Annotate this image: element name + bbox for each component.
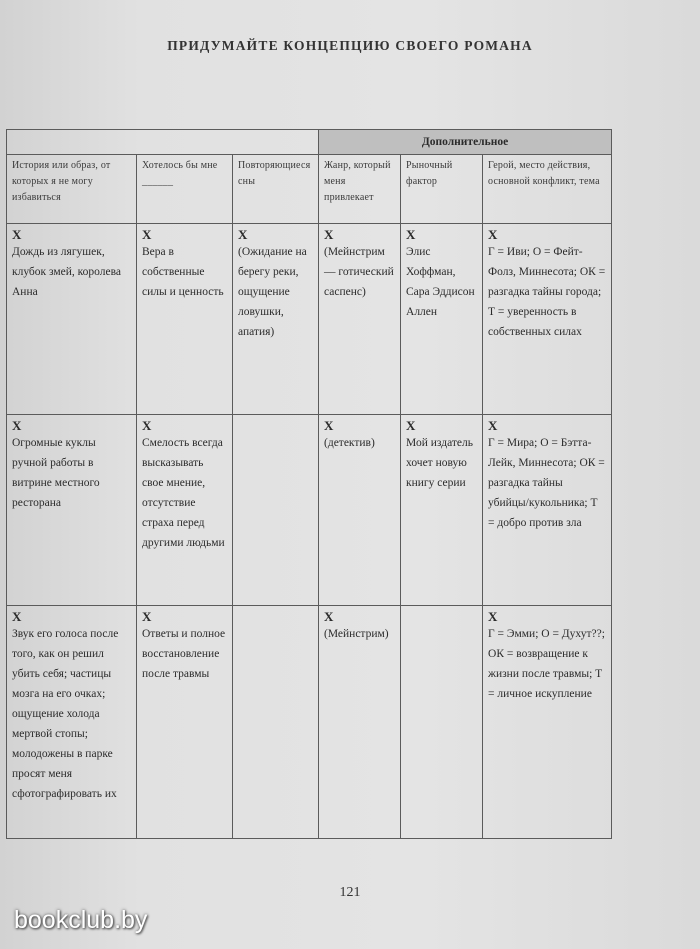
- x-mark: X: [324, 418, 334, 433]
- table-cell: [401, 606, 483, 839]
- cell-text: Вера в собственные силы и ценность: [142, 246, 224, 298]
- col-header-story: История или образ, от которых я не могу избавиться: [7, 155, 137, 224]
- table-cell: [483, 415, 612, 606]
- cell-text: Элис Хоффман, Сара Эддисон Аллен: [406, 246, 475, 318]
- cell-text: (Мейнстрим — готический саспенс): [324, 246, 394, 298]
- col-header-wish: Хотелось бы мне ______: [137, 155, 233, 224]
- x-mark: X: [12, 609, 22, 624]
- page-number: 121: [339, 885, 361, 900]
- cell-text: Г = Эмми; О = Духут??; ОК = возвращение к жизни после травмы; Т = личное искупление: [488, 628, 605, 700]
- x-mark: X: [12, 418, 22, 433]
- column-headers: [7, 155, 612, 224]
- col-header-hero: Герой, место действия, основной конфликт, тема: [483, 155, 612, 224]
- x-mark: X: [406, 418, 416, 433]
- x-mark: X: [324, 227, 334, 242]
- cell-text: (детектив): [324, 437, 375, 449]
- table-cell: [233, 415, 319, 606]
- x-mark: X: [142, 609, 152, 624]
- x-mark: X: [488, 227, 498, 242]
- table-cell: [233, 224, 319, 415]
- col-header-market: Рыночный фактор: [401, 155, 483, 224]
- x-mark: X: [324, 609, 334, 624]
- table-cell: [233, 606, 319, 839]
- table-row: [7, 415, 612, 606]
- cell-text: Мой издатель хочет новую книгу серии: [406, 437, 473, 489]
- concept-table: [6, 129, 612, 839]
- col-header-genre: Жанр, который меня привлекает: [319, 155, 401, 224]
- table-cell: [7, 224, 137, 415]
- site-watermark[interactable]: bookclub.by: [14, 906, 148, 934]
- table-cell: [137, 606, 233, 839]
- col-header-dreams: Повторяющиеся сны: [233, 155, 319, 224]
- blank-header-cell: [7, 130, 319, 155]
- cell-text: Дождь из лягушек, клубок змей, королева Анна: [12, 246, 121, 298]
- table-cell: [319, 224, 401, 415]
- x-mark: X: [142, 227, 152, 242]
- table-cell: [7, 415, 137, 606]
- table-cell: [137, 415, 233, 606]
- cell-text: Смелость всегда высказывать свое мнение, отсутствие страха перед другими людьми: [142, 437, 225, 549]
- cell-text: Г = Мира; О = Бэтта-Лейк, Миннесота; ОК = разгадка тайны убийцы/кукольника; Т = добро против зла: [488, 437, 605, 529]
- table-cell: [483, 224, 612, 415]
- cell-text: (Ожидание на берегу реки, ощущение ловушки, апатия): [238, 246, 307, 338]
- x-mark: X: [406, 227, 416, 242]
- table-cell: [401, 224, 483, 415]
- table-cell: [319, 415, 401, 606]
- x-mark: X: [238, 227, 248, 242]
- cell-text: Звук его голоса после того, как он решил убить себя; частицы мозга на его очках; ощущение холода мертвой стопы; молодожены в парке просят меня сфотографировать их: [12, 628, 119, 800]
- table-cell: [483, 606, 612, 839]
- cell-text: Ответы и полное восстановление после травмы: [142, 628, 226, 680]
- extra-section-title: Дополнительное: [319, 130, 612, 155]
- cell-text: Огромные куклы ручной работы в витрине местного ресторана: [12, 437, 100, 509]
- table-cell: [319, 606, 401, 839]
- cell-text: (Мейнстрим): [324, 628, 389, 640]
- page-header: ПРИДУМАЙТЕ КОНЦЕПЦИЮ СВОЕГО РОМАНА: [167, 38, 533, 53]
- x-mark: X: [488, 418, 498, 433]
- table-row: [7, 606, 612, 839]
- x-mark: X: [12, 227, 22, 242]
- table-cell: [401, 415, 483, 606]
- table-cell: [137, 224, 233, 415]
- table-cell: [7, 606, 137, 839]
- x-mark: X: [488, 609, 498, 624]
- table-top-row: [7, 130, 612, 155]
- cell-text: Г = Иви; О = Фейт-Фолз, Миннесота; ОК = разгадка тайны города; Т = уверенность в собственных силах: [488, 246, 606, 338]
- x-mark: X: [142, 418, 152, 433]
- table-row: [7, 224, 612, 415]
